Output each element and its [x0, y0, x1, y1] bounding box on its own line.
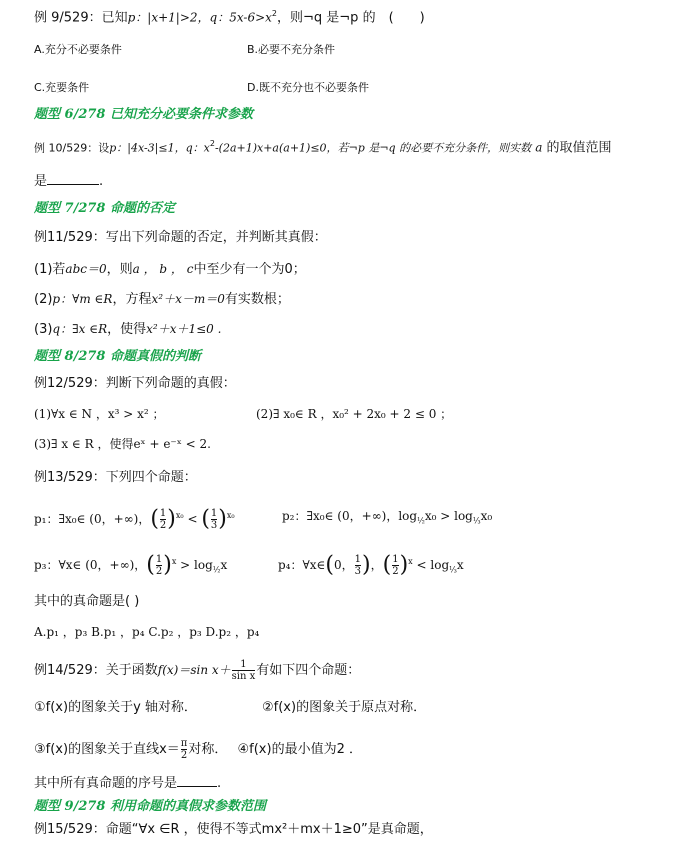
frac-den: 2 [180, 750, 188, 761]
ex13-p4-lead: p₄：∀x∈ [278, 558, 326, 572]
frac-num: 1 [240, 659, 247, 670]
ex13-p3-mid: > log [180, 558, 213, 572]
ex14-lead: 例14/529：关于函数 [34, 663, 158, 678]
ex11-i1-math: abc＝0 [65, 262, 107, 276]
right-paren-icon: ) [362, 552, 371, 578]
ex14-s3-lead: ③f(x)的图象关于直线x＝ [34, 742, 180, 757]
ex10-lead: 例 10/529：设 [34, 141, 110, 155]
frac-den: 2 [155, 566, 163, 577]
ex10-p: p：|4x-3|≤1，q：x [109, 141, 210, 155]
ex14-statement-4: ④f(x)的最小值为2 ． [237, 742, 362, 757]
frac-num: 1 [354, 554, 361, 565]
ex13-p2-tail: x₀ [480, 509, 493, 523]
ex9-lead: 例 9/529：已知 [34, 10, 128, 26]
ex13-p3-lead: p₃：∀x∈ (0，+∞)， [34, 558, 147, 572]
ex11-i2-eq: x²＋x－m＝0 [151, 292, 225, 306]
ex13-p3-tail: x [220, 558, 228, 572]
left-paren-icon: ( [325, 552, 334, 578]
ex14-ask-lead: 其中所有真命题的序号是 [34, 776, 178, 791]
ex9-option-a: A.充分不必要条件 [34, 43, 122, 56]
ex11-i3-q: q：∃x ∈R [52, 322, 108, 336]
ex11-lead: 例11/529：写出下列命题的否定，并判断其真假： [34, 230, 327, 245]
section-8-heading: 题型 8/278 命题真假的判断 [34, 349, 201, 364]
fraction-one-half [156, 554, 162, 577]
ex12-item-2: (2)∃ x₀∈ R ，x₀² + 2x₀ + 2 ≤ 0 ； [256, 407, 453, 421]
ex14-tail: 有如下四个命题： [256, 663, 361, 678]
ex11-i1-vars: a ， b ， c [132, 262, 194, 276]
ex11-item-2 [34, 289, 290, 310]
ex13-p4: p₄：∀x∈(0， $\frac{1}{3}$ )，( $\frac{1}{2}$ )$^x < \log_{\frac{1}{3}}x$ [278, 552, 464, 578]
ex10-q-sup: 2 [209, 139, 215, 148]
ex13-p2: p₂：∃x₀∈ (0，+∞)，$\log_{\frac{1}{2}}x_0 > \log_{\frac{1}{3}}x_0$ [282, 509, 493, 526]
ex9-q-sup: 2 [271, 9, 278, 18]
ex14-fraction [232, 659, 256, 682]
ex11-i3-eq: x²＋x＋1≤0 . [146, 322, 222, 336]
section-7-heading: 题型 7/278 命题的否定 [34, 201, 175, 216]
section-6-heading: 题型 6/278 已知充分必要条件求参数 [34, 107, 253, 122]
ex12-item-1: (1)∀x ∈ N ，x³ > x² ； [34, 407, 165, 421]
ex9-option-c: C.充要条件 [34, 81, 90, 94]
ex14-statement-1: ①f(x)的图象关于y 轴对称． [34, 700, 197, 715]
fraction-one-half [160, 508, 166, 531]
ex11-i2-lead: (2) [34, 292, 53, 307]
ex13-p1-lead: p₁：∃x₀∈ (0，+∞)， [34, 512, 151, 526]
section-9-heading: 题型 9/278 利用命题的真假求参数范围 [34, 799, 266, 814]
ex12-lead: 例12/529：判断下列命题的真假： [34, 376, 236, 391]
ex11-i3-mid: ，使得 [107, 322, 147, 337]
ex13-p4-mid: ， [370, 558, 383, 572]
ex14-question [34, 654, 360, 687]
ex10-answer-blank[interactable] [47, 172, 99, 185]
ex11-i2-p: p：∀m ∈R [52, 292, 113, 306]
ex12-item-3: (3)∃ x ∈ R ，使得eˣ + e⁻ˣ < 2. [34, 437, 211, 451]
frac-num: π [180, 738, 188, 749]
ex13-options: A.p₁ ，p₃ B.p₁ ，p₄ C.p₂ ，p₃ D.p₂ ，p₄ [34, 625, 260, 639]
ex14-s3-tail: 对称． [188, 742, 228, 757]
frac-den: 2 [159, 520, 167, 531]
left-paren-icon: ( [382, 552, 392, 578]
ex11-i1-mid: ，则 [106, 262, 133, 277]
ex13-p1-lt: < [187, 512, 198, 526]
fraction-pi-over-2 [181, 738, 188, 761]
ex14-ask [34, 774, 221, 794]
ex9-tail: ，则¬q 是¬p 的 ( ) [277, 10, 425, 26]
frac-den: 3 [354, 566, 361, 577]
frac-den: 2 [392, 566, 399, 577]
ex11-item-1 [34, 259, 306, 280]
right-paren-icon: ) [163, 552, 172, 578]
fraction-one-third [355, 554, 361, 577]
frac-den: 3 [210, 520, 218, 531]
ex11-i1-tail: 中至少有一个为0； [193, 262, 306, 277]
frac-num: 1 [392, 554, 399, 565]
ex10-question [34, 134, 612, 158]
ex15-question: 例15/529：命题“∀x ∈R ，使得不等式mx²＋mx＋1≥0”是真命题， [34, 822, 433, 837]
fraction-one-third [211, 508, 217, 531]
ex11-i1-lead: (1)若 [34, 262, 66, 277]
ex13-p4-tail: x [456, 558, 464, 572]
right-paren-icon: ) [399, 552, 409, 578]
frac-den: sin x [231, 671, 256, 682]
ex10-a: a [535, 140, 543, 155]
ex10-tail2-end: . [99, 174, 104, 189]
ex9-option-d: D.既不充分也不必要条件 [247, 81, 369, 94]
left-paren-icon: ( [146, 552, 155, 578]
ex11-item-3 [34, 319, 221, 340]
ex13-p3: p₃：∀x∈ (0，+∞)，( $\frac{1}{2}$ )$^x > \log_{\frac{1}{2}}x$ [34, 552, 228, 578]
ex13-interval: 0， [333, 558, 354, 572]
ex9-q: q：5x-6>x [209, 10, 272, 25]
ex10-answer-line [34, 172, 103, 192]
left-paren-icon: ( [150, 506, 159, 532]
left-paren-icon: ( [201, 506, 210, 532]
ex13-p2-lead: p₂：∃x₀∈ (0，+∞)，log [282, 509, 418, 523]
right-paren-icon: ) [167, 506, 176, 532]
ex10-tail2-lead: 是 [34, 174, 48, 189]
ex13-question: 其中的真命题是( ) [34, 594, 140, 609]
ex9-option-b: B.必要不充分条件 [247, 43, 336, 56]
fraction-one-half [392, 554, 398, 577]
ex13-p2-mid: x₀ > log [424, 509, 473, 523]
ex9-question [34, 4, 425, 28]
ex14-ask-end: . [217, 776, 222, 791]
frac-num: 1 [210, 508, 218, 519]
ex14-statement-3-4 [34, 734, 362, 766]
ex14-func: f(x)＝sin x＋ [157, 663, 231, 677]
ex10-tail: 的取值范围 [546, 140, 612, 156]
ex13-p1: p₁：∃x₀∈ (0，+∞)，( $\frac{1}{2}$ )$^{x_0}$ < ( $\frac{1}{3}$ )$^{x_0}$ [34, 506, 235, 532]
ex11-i2-tail: 有实数根； [224, 292, 290, 307]
ex14-answer-blank[interactable] [177, 774, 217, 787]
ex9-p: p：|x+1|>2， [127, 10, 210, 25]
ex13-p4-lt: < log [416, 558, 450, 572]
frac-num: 1 [155, 554, 163, 565]
ex14-statement-2: ②f(x)的图象关于原点对称． [262, 700, 427, 715]
right-paren-icon: ) [218, 506, 227, 532]
ex13-lead: 例13/529：下列四个命题： [34, 470, 197, 485]
ex11-i3-lead: (3) [34, 322, 53, 337]
frac-num: 1 [159, 508, 167, 519]
ex11-i2-mid: ，方程 [112, 292, 152, 307]
ex10-mid: -(2a+1)x+a(a+1)≤0，若¬p 是¬q 的必要不充分条件，则实数 [214, 141, 532, 155]
